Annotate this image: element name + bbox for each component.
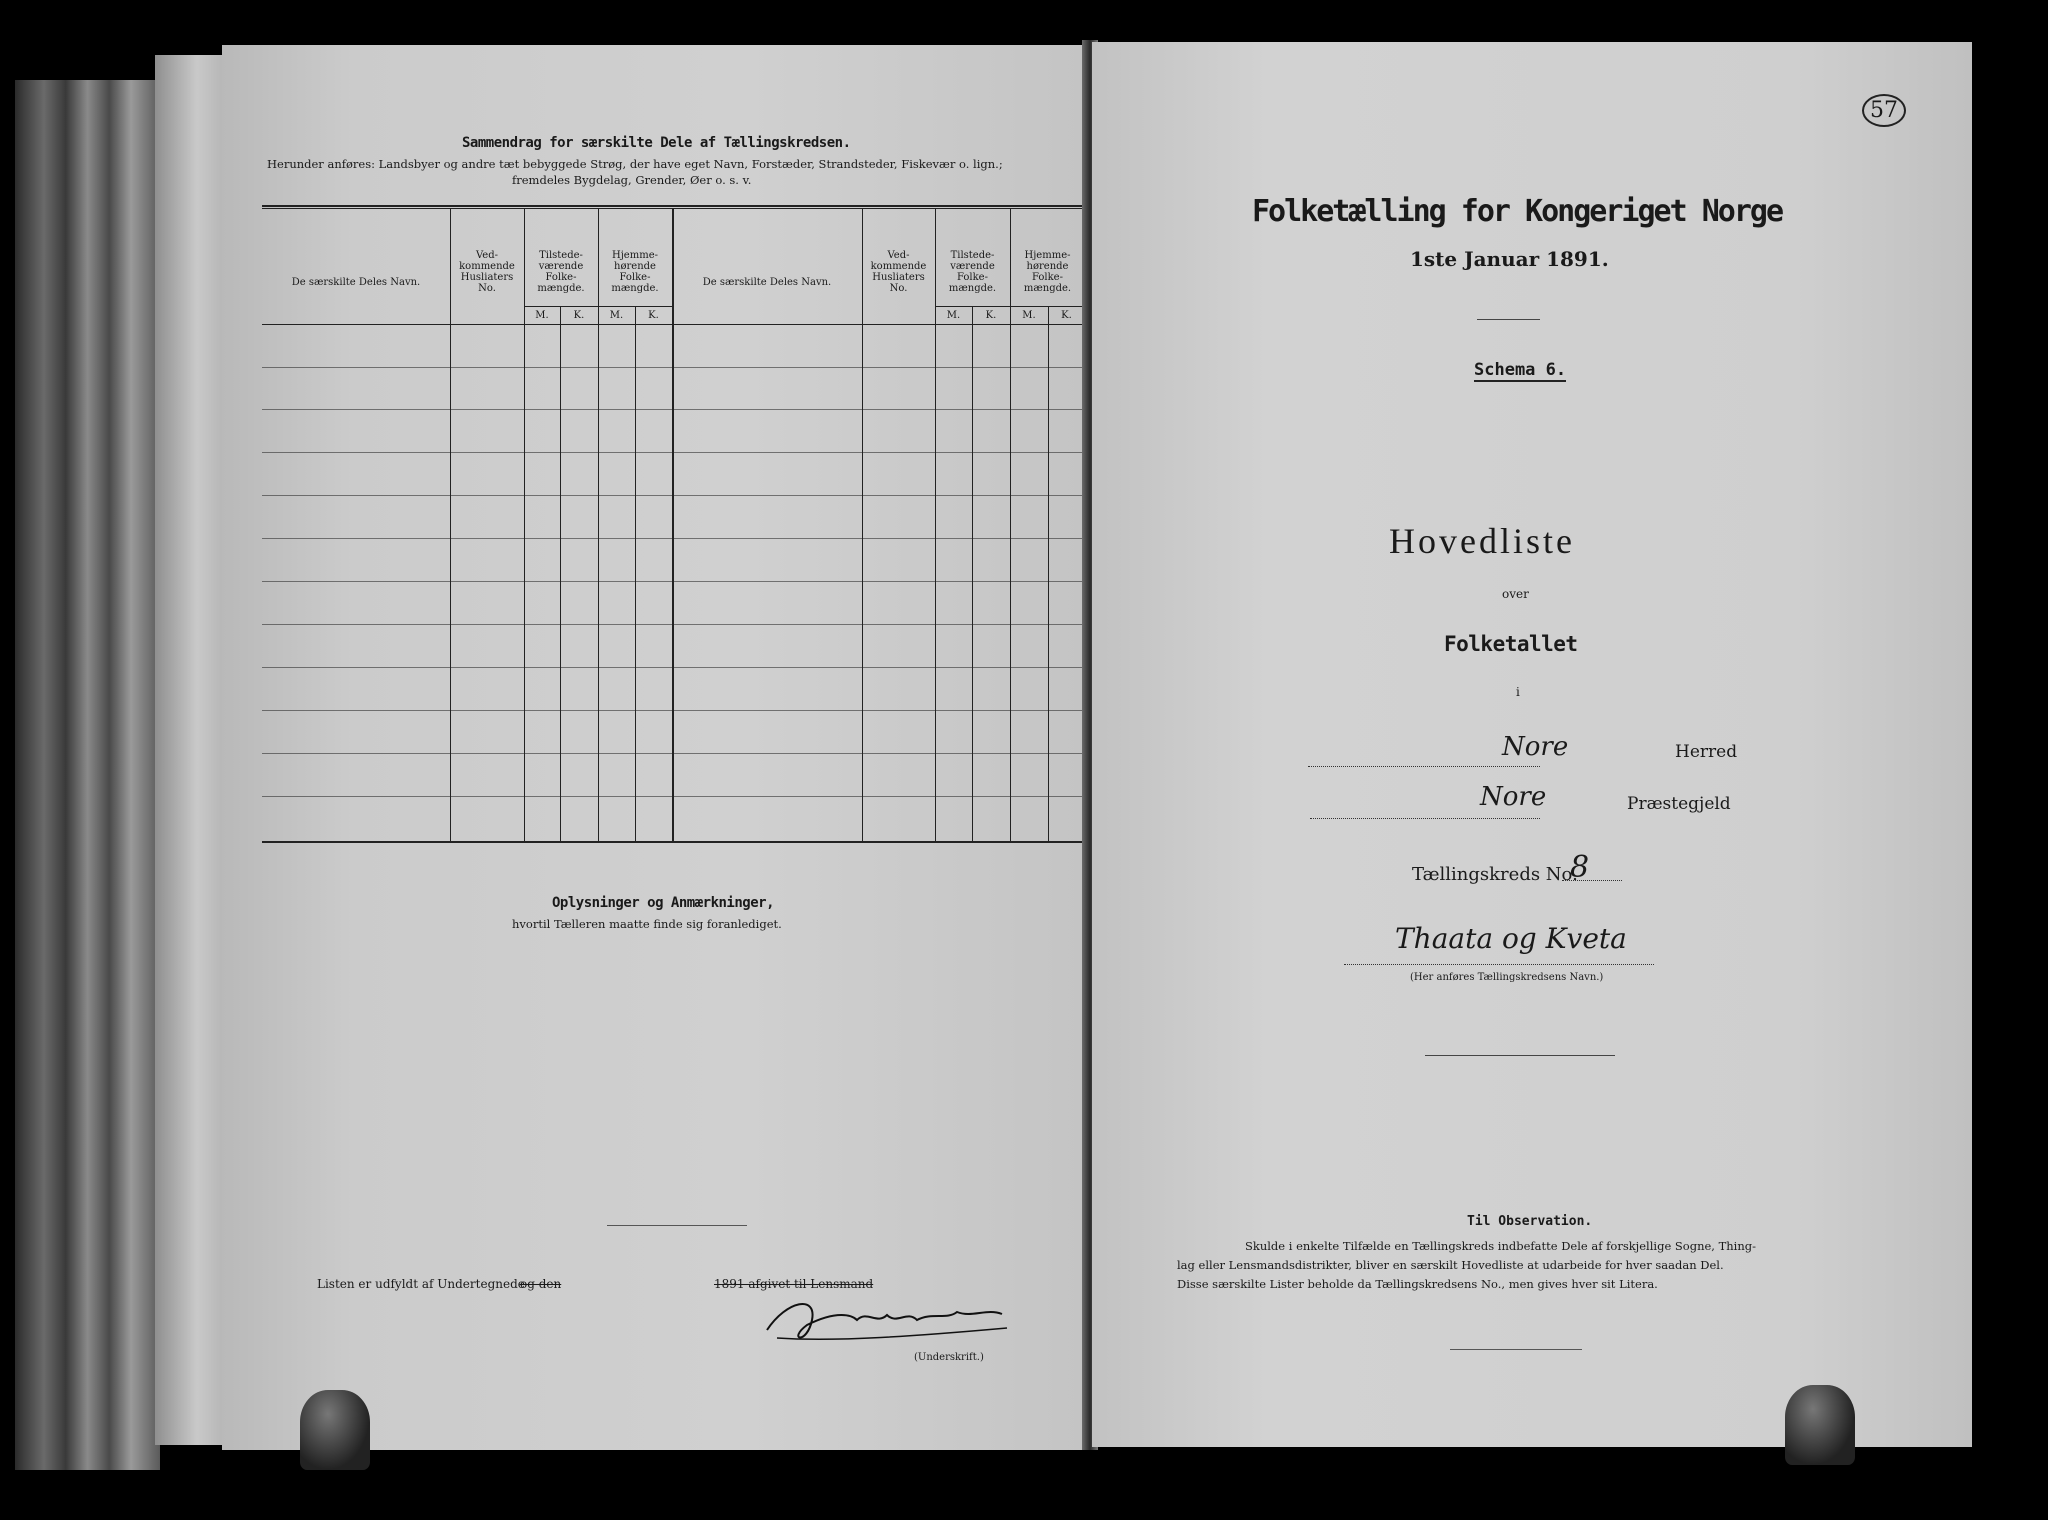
summary-subtitle-line1: Herunder anføres: Landsbyer og andre tæt bebyggede Strøg, der have eget Navn, Forstæder, Strandsteder, Fiskevær o. lign.; — [267, 157, 1003, 171]
kreds-value: 8 — [1570, 850, 1590, 885]
summary-subtitle-line2: fremdeles Bygdelag, Grender, Øer o. s. v. — [512, 173, 752, 187]
summary-title: Sammendrag for særskilte Dele af Tællingskredsen. — [462, 135, 851, 151]
page-number: 57 — [1862, 94, 1906, 127]
book-spine — [15, 80, 160, 1470]
header-k: K. — [573, 310, 585, 321]
header-k: K. — [648, 310, 659, 321]
kreds-name: Thaata og Kveta — [1395, 922, 1627, 955]
observation-line1: Skulde i enkelte Tilfælde en Tællingskreds indbefatte Dele af forskjellige Sogne, Thing- — [1245, 1239, 1757, 1253]
page-stack-edge — [155, 55, 225, 1445]
right-page — [1092, 42, 1972, 1447]
header-present-right: Tilstede- værende Folke- mængde. — [948, 250, 997, 294]
hovedliste-title: Hovedliste — [1389, 521, 1575, 561]
footer-strike-2: 1891 afgivet til Lensmand — [714, 1277, 874, 1291]
kreds-name-caption: (Her anføres Tællingskredsens Navn.) — [1410, 972, 1604, 983]
notes-subtitle: hvortil Tælleren maatte finde sig foranlediget. — [512, 917, 782, 931]
observation-title: Til Observation. — [1467, 1214, 1593, 1229]
footer-strike-1: og den — [520, 1277, 562, 1291]
herred-value: Nore — [1502, 732, 1569, 762]
signature — [757, 1290, 1027, 1350]
header-name-right: De særskilte Deles Navn. — [702, 277, 832, 288]
observation-line2: lag eller Lensmandsdistrikter, bliver en særskilt Hovedliste at udarbeide for hver saadan Del. — [1177, 1258, 1724, 1272]
header-present-left: Tilstede- værende Folke- mængde. — [537, 250, 585, 294]
kreds-label: Tællingskreds No. — [1412, 864, 1578, 885]
header-m: M. — [535, 310, 549, 321]
prestegjeld-label: Præstegjeld — [1627, 794, 1731, 814]
footer-text: Listen er udfyldt af Undertegnede — [317, 1277, 525, 1291]
i-label: i — [1516, 685, 1520, 699]
notes-title: Oplysninger og Anmærkninger, — [552, 895, 775, 911]
herred-label: Herred — [1675, 742, 1738, 762]
over-label: over — [1502, 587, 1529, 601]
census-title: Folketælling for Kongeriget Norge — [1252, 194, 1783, 229]
header-m: M. — [946, 310, 961, 321]
header-list-no-left: Ved- kommende Husliaters No. — [459, 250, 515, 294]
census-date: 1ste Januar 1891. — [1410, 247, 1609, 271]
header-m: M. — [1022, 310, 1036, 321]
kreds-name-dotline — [1344, 964, 1654, 965]
folketallet-label: Folketallet — [1444, 632, 1578, 656]
left-page — [222, 45, 1090, 1450]
schema-label: Schema 6. — [1474, 360, 1567, 380]
prestegjeld-value: Nore — [1480, 782, 1547, 812]
header-list-no-right: Ved- kommende Husliaters No. — [870, 250, 927, 294]
header-m: M. — [609, 310, 624, 321]
header-k: K. — [985, 310, 997, 321]
header-resident-left: Hjemme- hørende Folke- mængde. — [611, 250, 659, 294]
header-k: K. — [1061, 310, 1072, 321]
book-clip-left — [300, 1390, 370, 1470]
header-resident-right: Hjemme- hørende Folke- mængde. — [1023, 250, 1072, 294]
header-name-left: De særskilte Deles Navn. — [291, 277, 421, 288]
book-clip-right — [1785, 1385, 1855, 1465]
signature-caption: (Underskrift.) — [914, 1352, 984, 1363]
kreds-dotline — [1562, 880, 1622, 881]
observation-line3: Disse særskilte Lister beholde da Tællingskredsens No., men gives hver sit Litera. — [1177, 1277, 1658, 1291]
summary-table — [262, 205, 1085, 845]
